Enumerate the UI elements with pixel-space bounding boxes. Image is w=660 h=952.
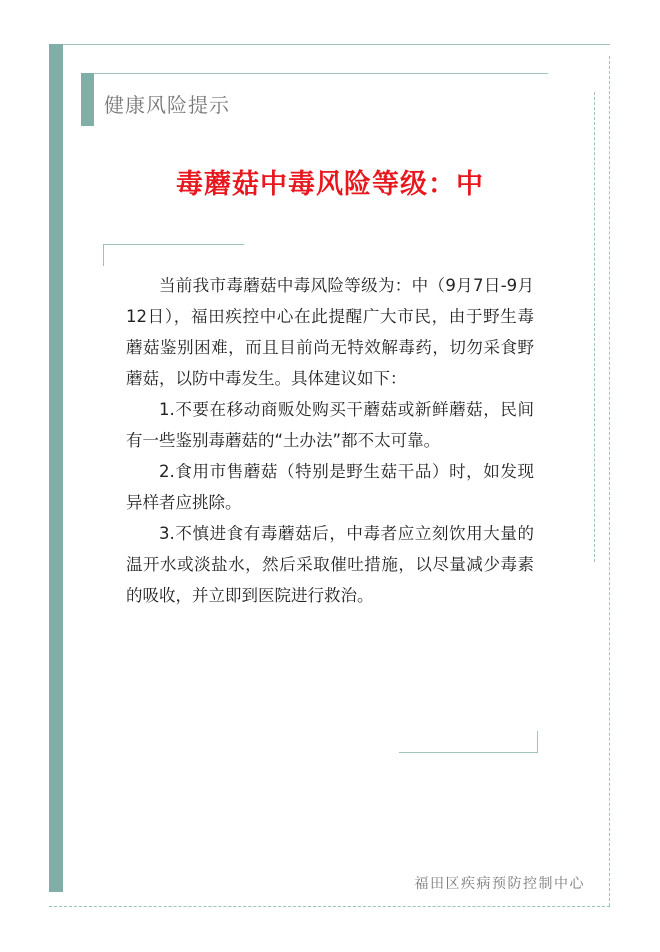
footer-organization: 福田区疾病预防控制中心	[414, 876, 585, 892]
notice-paragraph-intro: 当前我市毒蘑菇中毒风险等级为：中（9月7日-9月12日），福田疾控中心在此提醒广大市民，由于野生毒蘑菇鉴别困难，而且目前尚无特效解毒药，切勿采食野蘑菇，以防中毒发生。具体建议如下：	[126, 276, 534, 388]
frame-bottom-dashed-border	[49, 906, 610, 907]
frame-top-line	[63, 44, 610, 45]
notice-body	[126, 270, 534, 611]
notice-paragraph-advice-1: 1.不要在移动商贩处购买干蘑菇或新鲜蘑菇，民间有一些鉴别毒蘑菇的“土办法”都不太可靠。	[126, 400, 534, 450]
corner-bracket-top-left	[103, 244, 244, 266]
notice-headline: 毒蘑菇中毒风险等级：中	[176, 169, 484, 200]
header-rule	[94, 73, 548, 74]
header-accent-block	[81, 73, 94, 126]
corner-bracket-bottom-right	[399, 731, 538, 753]
notice-paragraph-advice-3: 3.不慎进食有毒蘑菇后，中毒者应立刻饮用大量的温开水或淡盐水，然后采取催吐措施，以尽量减少毒素的吸收，并立即到医院进行救治。	[126, 524, 534, 605]
header-title: 健康风险提示	[104, 93, 230, 117]
notice-paragraph-advice-2: 2.食用市售蘑菇（特别是野生菇干品）时，如发现异样者应挑除。	[126, 462, 534, 512]
